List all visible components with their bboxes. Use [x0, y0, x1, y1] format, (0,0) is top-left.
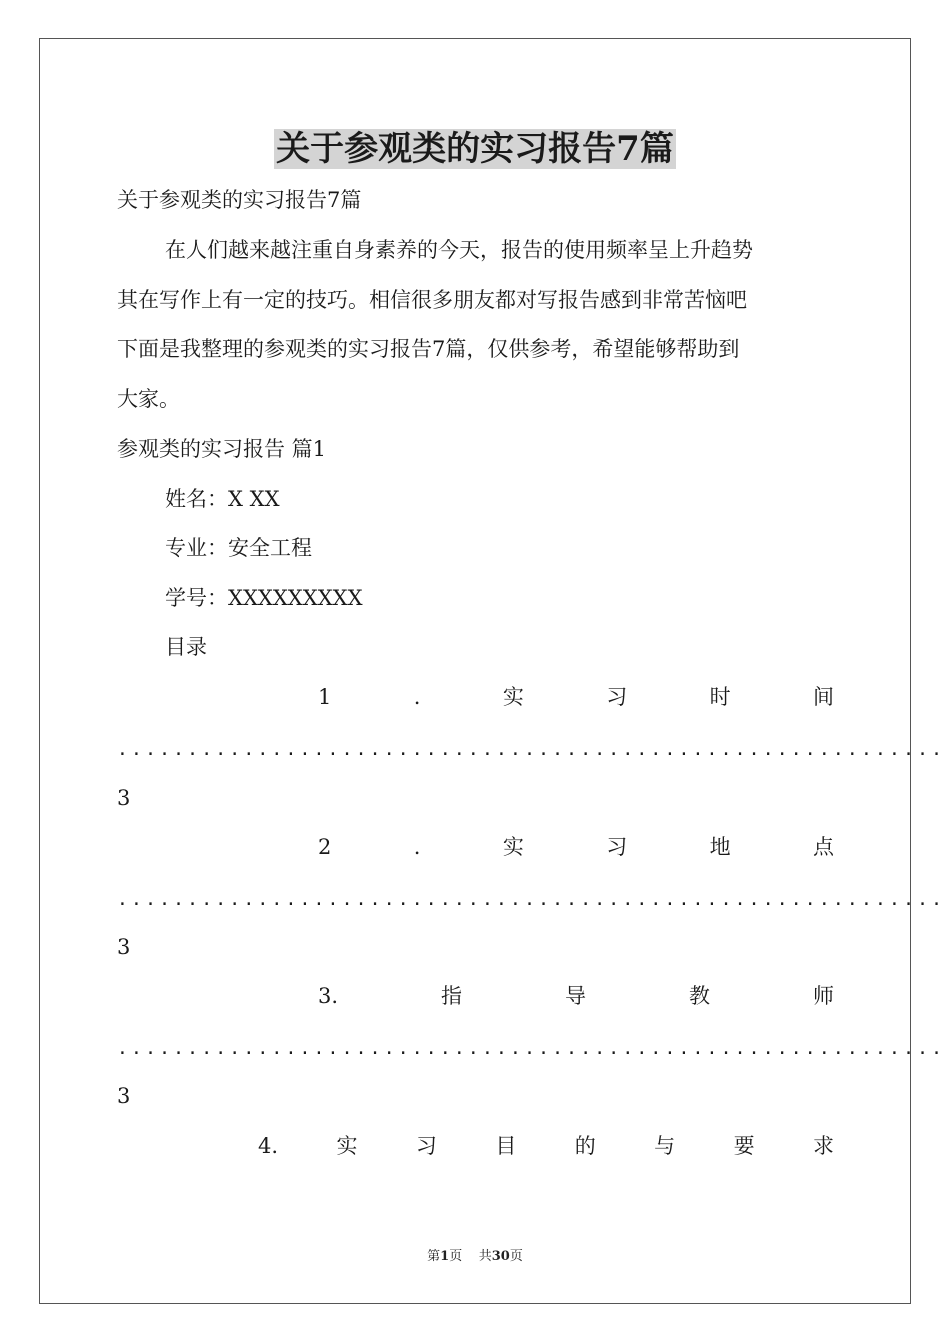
toc-entry-3-part: 教	[689, 984, 710, 1008]
toc-entry-2-part: 点	[812, 835, 834, 859]
document-subtitle: 关于参观类的实习报告7篇	[117, 188, 362, 212]
toc-entry-2-title	[318, 832, 834, 862]
toc-entry-2-part: 习	[606, 835, 628, 859]
toc-entry-2-part: 地	[709, 835, 731, 859]
toc-entry-2-page: 3	[117, 935, 131, 959]
toc-entry-4-part: 目	[495, 1134, 517, 1158]
toc-entry-4-part: 习	[415, 1134, 437, 1158]
toc-entry-3-title	[318, 981, 834, 1011]
intro-line-3: 下面是我整理的参观类的实习报告7篇，仅供参考，希望能够帮助到	[117, 337, 740, 361]
footer-total-number: 30	[491, 1249, 510, 1264]
toc-entry-3-part: 3.	[318, 984, 339, 1008]
document-title-text: 关于参观类的实习报告7篇	[276, 129, 674, 169]
intro-line-4: 大家。	[117, 387, 180, 411]
toc-entry-3-part: 师	[812, 984, 834, 1008]
toc-entry-1-part: 时	[709, 685, 731, 709]
toc-entry-1-part: 习	[606, 685, 628, 709]
toc-entry-1-part: 实	[502, 685, 524, 709]
toc-entry-4-part: 实	[336, 1134, 358, 1158]
footer-page-suffix: 页	[449, 1249, 463, 1264]
toc-entry-4-part: 的	[574, 1134, 596, 1158]
footer-total-suffix: 页	[509, 1249, 523, 1264]
toc-label: 目录	[165, 635, 207, 659]
intro-line-2: 其在写作上有一定的技巧。相信很多朋友都对写报告感到非常苦恼吧	[117, 288, 747, 312]
toc-entry-1-part: 1	[318, 685, 332, 709]
student-id-field: 学号：XXXXXXXXX	[165, 586, 363, 610]
toc-entry-4-part: 求	[813, 1134, 834, 1158]
toc-entry-3-page: 3	[117, 1084, 131, 1108]
page-footer	[0, 1248, 950, 1266]
toc-entry-1-page: 3	[117, 786, 131, 810]
toc-entry-4-part: 4.	[258, 1134, 279, 1158]
toc-entry-4-title	[258, 1131, 834, 1161]
toc-entry-2-leader: ...........................................................	[117, 889, 946, 910]
toc-entry-1-part: .	[413, 685, 421, 709]
name-field: 姓名：X XX	[165, 487, 280, 511]
page-frame	[39, 38, 946, 1304]
footer-page-prefix: 第	[427, 1249, 441, 1264]
major-field: 专业：安全工程	[165, 536, 312, 560]
toc-entry-1-title	[318, 682, 834, 712]
footer-page-number: 1	[440, 1249, 450, 1264]
toc-entry-3-part: 指	[441, 984, 463, 1008]
toc-entry-4-part: 与	[654, 1134, 676, 1158]
footer-total-prefix: 共	[478, 1249, 492, 1264]
toc-entry-2-part: 实	[502, 835, 524, 859]
document-title	[0, 127, 950, 171]
toc-entry-3-leader: ...........................................................	[117, 1038, 946, 1059]
toc-entry-1-leader: ...........................................................	[117, 739, 946, 760]
toc-entry-2-part: .	[413, 835, 421, 859]
section-heading: 参观类的实习报告 篇1	[117, 437, 327, 461]
toc-entry-2-part: 2	[318, 835, 332, 859]
intro-line-1: 在人们越来越注重自身素养的今天，报告的使用频率呈上升趋势	[165, 238, 753, 262]
toc-entry-3-part: 导	[565, 984, 587, 1008]
toc-entry-1-part: 间	[812, 685, 834, 709]
toc-entry-4-part: 要	[733, 1134, 755, 1158]
